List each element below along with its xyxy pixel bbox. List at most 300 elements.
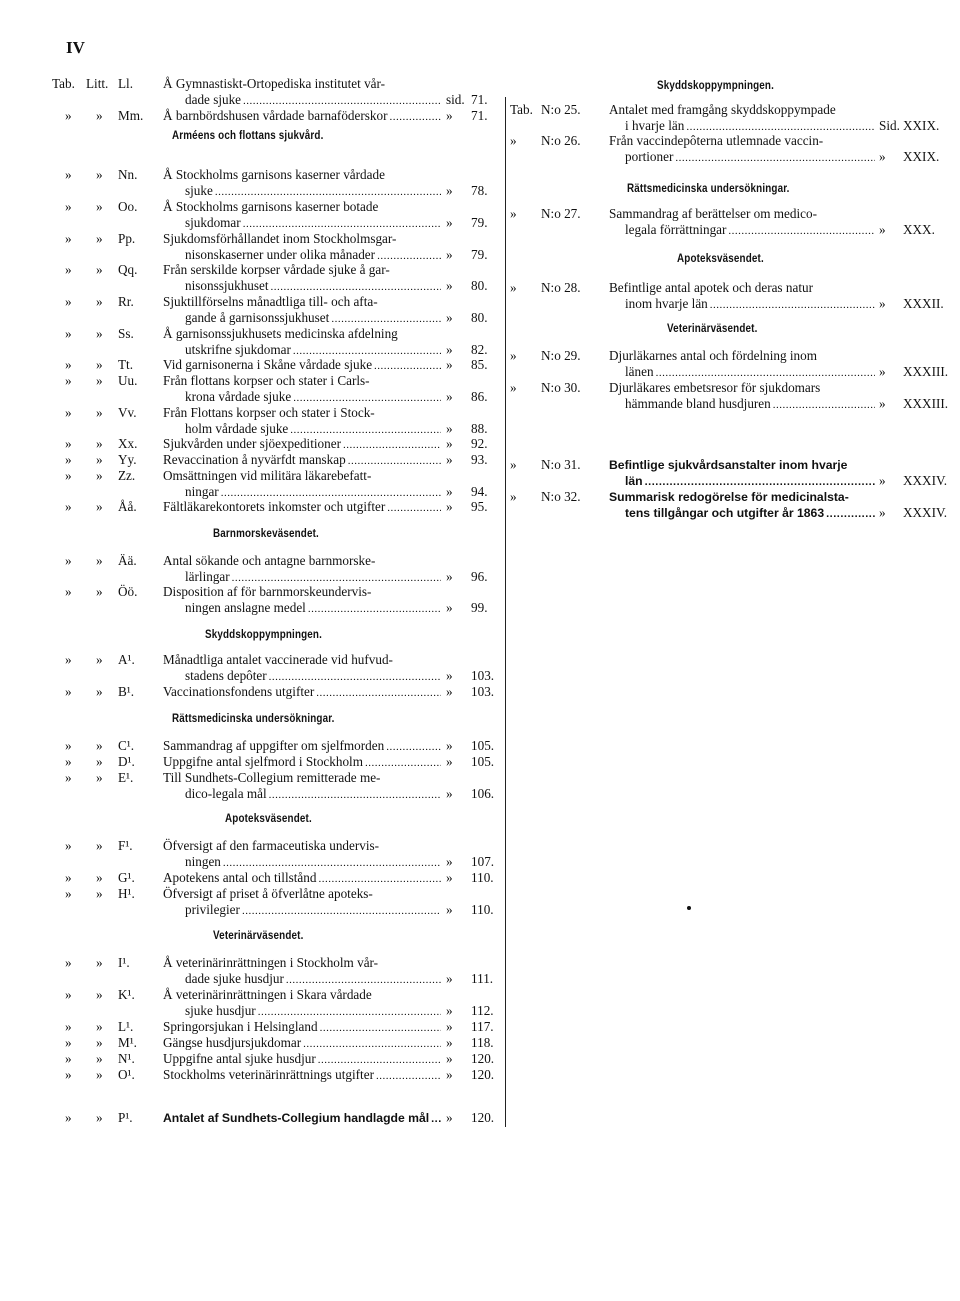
entry-text: nisonssjukhuset — [185, 278, 269, 293]
entry-line — [163, 452, 443, 469]
page-prefix: » — [446, 309, 453, 325]
entry-text: län — [625, 474, 643, 488]
page-prefix: » — [879, 395, 886, 411]
ditto-mark: » — [65, 199, 72, 214]
table-code: N:o 31. — [541, 457, 581, 472]
table-code: N:o 30. — [541, 380, 581, 395]
section-heading: Apoteksväsendet. — [677, 251, 764, 265]
entry-description — [609, 280, 877, 313]
leader-dots — [645, 474, 875, 490]
entry-text: Sammandrag af berättelser om medico- — [609, 206, 817, 221]
entry-description — [163, 373, 443, 406]
page-prefix: » — [446, 341, 453, 357]
ditto-mark: » — [65, 326, 72, 341]
page-prefix: Sid. — [879, 117, 900, 133]
entry-description — [163, 108, 443, 125]
entry-line — [163, 754, 443, 771]
entry-line — [163, 468, 443, 484]
ditto-mark: » — [96, 1035, 103, 1050]
leader-dots — [387, 500, 441, 516]
ditto-mark: » — [96, 1019, 103, 1034]
leader-dots — [258, 1004, 441, 1020]
entry-line — [609, 280, 877, 296]
page-ref: 79. — [471, 246, 488, 262]
page-prefix: » — [446, 684, 453, 699]
ditto-mark: » — [96, 262, 103, 277]
entry-line — [163, 373, 443, 389]
entry-text: Från vaccindepôterna utlemnade vaccin- — [609, 133, 824, 148]
table-code: M¹. — [118, 1035, 137, 1050]
entry-line — [163, 108, 443, 125]
leader-dots — [223, 855, 441, 871]
entry-line — [163, 294, 443, 310]
entry-description — [609, 489, 877, 522]
page-ref: XXXII. — [903, 295, 944, 311]
page-prefix: » — [446, 436, 453, 451]
table-code: Mm. — [118, 108, 144, 123]
ditto-mark: » — [65, 468, 72, 483]
entry-text: i hvarje län — [625, 118, 685, 133]
entry-text: dade sjuke — [185, 92, 242, 107]
entry-text: legala förrättningar — [625, 222, 727, 237]
entry-text: holm vårdade sjuke — [185, 421, 289, 436]
entry-line — [163, 652, 443, 668]
entry-text: inom hvarje län — [625, 296, 708, 311]
ditto-mark: » — [96, 955, 103, 970]
entry-line — [609, 505, 877, 522]
page-ref: 110. — [471, 901, 494, 917]
entry-line — [609, 348, 877, 364]
ditto-mark: » — [65, 1035, 72, 1050]
ditto-mark: » — [96, 886, 103, 901]
entry-line — [163, 231, 443, 247]
entry-description — [163, 684, 443, 701]
entry-line — [163, 405, 443, 421]
entry-line — [163, 1003, 443, 1020]
leader-dots — [320, 1020, 441, 1036]
leader-dots — [348, 453, 441, 469]
page-prefix: » — [446, 1051, 453, 1066]
leader-dots — [343, 437, 441, 453]
entry-description — [163, 987, 443, 1020]
table-code: N:o 29. — [541, 348, 581, 363]
entry-description — [609, 457, 877, 490]
ditto-mark: » — [65, 770, 72, 785]
entry-text: Från serskilde korpser vårdade sjuke å gar- — [163, 262, 390, 277]
page-prefix: » — [446, 870, 453, 885]
leader-dots — [386, 739, 441, 755]
entry-line — [163, 310, 443, 327]
ditto-mark: » — [96, 652, 103, 667]
ditto-mark: » — [96, 231, 103, 246]
entry-description — [163, 754, 443, 771]
entry-description — [163, 1019, 443, 1036]
table-code: Oo. — [118, 199, 138, 214]
ditto-mark: » — [510, 348, 517, 363]
leader-dots — [365, 755, 441, 771]
ditto-mark: » — [65, 294, 72, 309]
leader-dots — [431, 1111, 441, 1127]
page-ref: 103. — [471, 667, 495, 683]
leader-dots — [376, 1068, 441, 1084]
page-prefix: » — [446, 357, 453, 372]
table-code: O¹. — [118, 1067, 135, 1082]
page-prefix: » — [879, 148, 886, 164]
entry-text: Å garnisonssjukhusets medicinska afdelning — [163, 326, 398, 341]
page-ref: XXIX. — [903, 117, 940, 133]
ditto-mark: » — [96, 838, 103, 853]
table-code: Xx. — [118, 436, 138, 451]
page-prefix: » — [446, 853, 453, 869]
entry-line — [163, 262, 443, 278]
ditto-mark: » — [510, 380, 517, 395]
entry-line — [163, 326, 443, 342]
ditto-mark: » — [96, 684, 103, 699]
page-prefix: » — [446, 214, 453, 230]
page-ref: 95. — [471, 499, 488, 514]
entry-description — [163, 652, 443, 685]
table-code: Ss. — [118, 326, 134, 341]
entry-text: Från Flottans korpser och stater i Stock- — [163, 405, 375, 420]
entry-text: stadens depôter — [185, 668, 267, 683]
ditto-mark: » — [96, 1067, 103, 1082]
entry-text: Å veterinärinrättningen i Skara vårdade — [163, 987, 372, 1002]
page-ref: 112. — [471, 1002, 494, 1018]
table-code: B¹. — [118, 684, 135, 699]
ditto-mark: » — [65, 262, 72, 277]
litt-prefix: Litt. — [86, 76, 109, 91]
entry-line — [609, 222, 877, 239]
ditto-mark: » — [65, 1051, 72, 1066]
ditto-mark: » — [65, 357, 72, 372]
ditto-mark: » — [510, 457, 517, 472]
entry-description — [163, 262, 443, 295]
entry-text: Revaccination å nyvärfdt manskap — [163, 452, 346, 467]
page-prefix: » — [879, 504, 886, 520]
ditto-mark: » — [65, 870, 72, 885]
entry-text: Antal sökande och antagne barnmorske- — [163, 553, 376, 568]
ditto-mark: » — [96, 436, 103, 451]
table-code: N:o 26. — [541, 133, 581, 148]
entry-text: Fältläkarekontorets inkomster och utgifter — [163, 499, 386, 514]
leader-dots — [242, 903, 441, 919]
section-heading: Barnmorskeväsendet. — [213, 526, 319, 540]
entry-line — [163, 553, 443, 569]
entry-description — [163, 499, 443, 516]
entry-text: Vid garnisonerna i Skåne vårdade sjuke — [163, 357, 373, 372]
entry-description — [163, 886, 443, 919]
entry-text: dade sjuke husdjur — [185, 971, 284, 986]
entry-description — [163, 199, 443, 232]
leader-dots — [316, 685, 441, 701]
page-ref: 120. — [471, 1110, 495, 1125]
entry-description — [163, 357, 443, 374]
entry-text: Befintlige sjukvårdsanstalter inom hvarje — [609, 458, 848, 472]
leader-dots — [286, 972, 441, 988]
page-prefix: » — [446, 901, 453, 917]
entry-line — [163, 167, 443, 183]
ditto-mark: » — [65, 738, 72, 753]
page-prefix: » — [446, 1067, 453, 1082]
entry-line — [163, 1051, 443, 1068]
entry-line — [163, 199, 443, 215]
ditto-mark: » — [96, 553, 103, 568]
table-code: D¹. — [118, 754, 135, 769]
leader-dots — [773, 397, 875, 413]
entry-description — [163, 76, 443, 109]
ditto-mark: » — [65, 652, 72, 667]
leader-dots — [331, 311, 441, 327]
entry-text: Omsättningen vid militära läkarebefatt- — [163, 468, 372, 483]
ditto-mark: » — [96, 373, 103, 388]
table-code: N:o 27. — [541, 206, 581, 221]
entry-line — [609, 364, 877, 381]
table-code: Rr. — [118, 294, 134, 309]
entry-line — [163, 600, 443, 617]
page-ref: 110. — [471, 870, 494, 885]
ditto-mark: » — [65, 1110, 72, 1125]
entry-text: ningen anslagne medel — [185, 600, 306, 615]
ditto-mark: » — [96, 1110, 103, 1125]
entry-line — [163, 854, 443, 871]
entry-line — [609, 102, 877, 118]
ditto-mark: » — [96, 870, 103, 885]
entry-text: Öfversigt af priset å öfverlåtne apoteks- — [163, 886, 373, 901]
page-prefix: » — [446, 970, 453, 986]
section-heading: Arméens och flottans sjukvård. — [172, 128, 324, 142]
ditto-mark: » — [65, 167, 72, 182]
leader-dots — [243, 93, 441, 109]
leader-dots — [243, 216, 441, 232]
page-ref: 93. — [471, 452, 488, 467]
table-code: Nn. — [118, 167, 138, 182]
entry-description — [163, 167, 443, 200]
leader-dots — [318, 1052, 441, 1068]
page-prefix: » — [446, 420, 453, 436]
entry-line — [163, 1019, 443, 1036]
page-ref: 82. — [471, 341, 488, 357]
entry-line — [609, 149, 877, 166]
entry-line — [609, 206, 877, 222]
ditto-mark: » — [65, 684, 72, 699]
page-ref: 120. — [471, 1051, 495, 1066]
entry-line — [163, 971, 443, 988]
leader-dots — [215, 184, 441, 200]
page-prefix: » — [446, 182, 453, 198]
entry-text: Sammandrag af uppgifter om sjelfmorden — [163, 738, 385, 753]
entry-line — [163, 955, 443, 971]
leader-dots — [656, 365, 875, 381]
entry-text: sjukdomar — [185, 215, 241, 230]
page-ref: 79. — [471, 214, 488, 230]
entry-text: Summarisk redogörelse för medicinalsta- — [609, 490, 849, 504]
entry-line — [163, 770, 443, 786]
ditto-mark: » — [65, 838, 72, 853]
table-prefix: Tab. — [510, 102, 533, 117]
page-ref: 96. — [471, 568, 488, 584]
leader-dots — [308, 601, 441, 617]
ditto-mark: » — [96, 468, 103, 483]
entry-description — [609, 102, 877, 135]
entry-text: Apotekens antal och tillstånd — [163, 870, 317, 885]
entry-text: tens tillgångar och utgifter år 1863 — [625, 506, 825, 520]
entry-line — [163, 76, 443, 92]
entry-description — [163, 326, 443, 359]
page-ref: XXXIII. — [903, 395, 949, 411]
page-prefix: » — [446, 1035, 453, 1050]
table-code: N:o 28. — [541, 280, 581, 295]
entry-description — [163, 584, 443, 617]
entry-line — [163, 786, 443, 803]
page-ref: 80. — [471, 277, 488, 293]
table-prefix: Tab. — [52, 76, 75, 91]
page-ref: 92. — [471, 436, 488, 451]
table-code: Öö. — [118, 584, 138, 599]
page-ref: 80. — [471, 309, 488, 325]
entry-text: Vaccinationsfondens utgifter — [163, 684, 315, 699]
entry-line — [609, 133, 877, 149]
table-code: Vv. — [118, 405, 137, 420]
ditto-mark: » — [96, 738, 103, 753]
entry-text: länen — [625, 364, 654, 379]
page-number: IV — [66, 38, 85, 57]
leader-dots — [728, 223, 875, 239]
section-heading: Rättsmedicinska undersökningar. — [627, 181, 790, 195]
entry-text: utskrifne sjukdomar — [185, 342, 291, 357]
leader-dots — [303, 1036, 441, 1052]
entry-description — [163, 738, 443, 755]
ditto-mark: » — [96, 199, 103, 214]
entry-description — [163, 436, 443, 453]
entry-description — [163, 294, 443, 327]
page-prefix: » — [446, 568, 453, 584]
entry-text: Springorsjukan i Helsingland — [163, 1019, 318, 1034]
entry-line — [609, 396, 877, 413]
ditto-mark: » — [65, 108, 72, 123]
ditto-mark: » — [96, 584, 103, 599]
leader-dots — [269, 669, 441, 685]
entry-text: Å Stockholms garnisons kaserner botade — [163, 199, 379, 214]
page-ref: 94. — [471, 483, 488, 499]
entry-line — [163, 278, 443, 295]
ditto-mark: » — [96, 326, 103, 341]
entry-text: Å Gymnastiskt-Ortopediska institutet vår- — [163, 76, 386, 91]
table-code: Zz. — [118, 468, 136, 483]
ditto-mark: » — [96, 1051, 103, 1066]
table-code: N¹. — [118, 1051, 135, 1066]
entry-text: lärlingar — [185, 569, 230, 584]
ditto-mark: » — [96, 452, 103, 467]
section-heading: Skyddskoppympningen. — [657, 78, 775, 92]
ditto-mark: » — [96, 167, 103, 182]
entry-line — [163, 584, 443, 600]
table-code: Åå. — [118, 499, 137, 514]
entry-text: Till Sundhets-Collegium remitterade me- — [163, 770, 381, 785]
ditto-mark: » — [510, 489, 517, 504]
ditto-mark: » — [96, 294, 103, 309]
page-ref: XXXIV. — [903, 472, 948, 488]
page-ref: 71. — [471, 91, 488, 107]
page-prefix: » — [446, 108, 453, 123]
entry-line — [163, 215, 443, 232]
entry-line — [163, 1035, 443, 1052]
entry-text: Öfversigt af den farmaceutiska undervis- — [163, 838, 380, 853]
page-prefix: » — [446, 483, 453, 499]
table-code: Yy. — [118, 452, 137, 467]
ditto-mark: » — [65, 987, 72, 1002]
entry-line — [609, 380, 877, 396]
entry-text: dico-legala mål — [185, 786, 267, 801]
page-ref: 107. — [471, 853, 495, 869]
leader-dots — [710, 297, 875, 313]
entry-text: Djurläkarnes antal och fördelning inom — [609, 348, 818, 363]
page-prefix: » — [446, 599, 453, 615]
section-heading: Rättsmedicinska undersökningar. — [172, 711, 335, 725]
leader-dots — [271, 279, 441, 295]
table-code: Qq. — [118, 262, 138, 277]
table-code: N:o 32. — [541, 489, 581, 504]
entry-description — [163, 1067, 443, 1084]
entry-text: Stockholms veterinärinrättnings utgifter — [163, 1067, 374, 1082]
page-prefix: » — [446, 499, 453, 514]
entry-line — [163, 389, 443, 406]
page-prefix: » — [446, 754, 453, 769]
ditto-mark: » — [65, 499, 72, 514]
entry-text: Antalet af Sundhets-Collegium handlagde mål — [163, 1111, 430, 1125]
page-prefix: » — [879, 295, 886, 311]
leader-dots — [318, 871, 441, 887]
table-code: Ää. — [118, 553, 137, 568]
entry-text: Djurläkares embetsresor för sjukdomars — [609, 380, 821, 395]
entry-description — [609, 380, 877, 413]
page-prefix: sid. — [446, 91, 465, 107]
entry-text: Å veterinärinrättningen i Stockholm vår- — [163, 955, 379, 970]
entry-text: Uppgifne antal sjuke husdjur — [163, 1051, 316, 1066]
page-prefix: » — [446, 388, 453, 404]
entry-line — [163, 886, 443, 902]
entry-description — [163, 955, 443, 988]
entry-text: Å Stockholms garnisons kaserner vårdade — [163, 167, 385, 182]
entry-line — [163, 1067, 443, 1084]
entry-line — [163, 436, 443, 453]
leader-dots — [389, 109, 441, 125]
ditto-mark: » — [96, 987, 103, 1002]
entry-line — [163, 738, 443, 755]
table-code: K¹. — [118, 987, 135, 1002]
entry-description — [163, 452, 443, 469]
table-code: E¹. — [118, 770, 134, 785]
ditto-mark: » — [96, 405, 103, 420]
page-prefix: » — [446, 1002, 453, 1018]
ditto-mark: » — [65, 452, 72, 467]
section-heading: Skyddskoppympningen. — [205, 627, 323, 641]
entry-line — [609, 489, 877, 505]
entry-text: ningar — [185, 484, 219, 499]
page-prefix: » — [446, 1110, 453, 1125]
table-code: A¹. — [118, 652, 135, 667]
table-code: Ll. — [118, 76, 134, 91]
page-prefix: » — [446, 452, 453, 467]
section-heading: Veterinärväsendet. — [213, 928, 304, 942]
entry-description — [163, 838, 443, 871]
entry-text: krona vårdade sjuke — [185, 389, 292, 404]
ditto-mark: » — [65, 754, 72, 769]
entry-line — [609, 473, 877, 490]
entry-description — [609, 206, 877, 239]
ditto-mark: » — [65, 886, 72, 901]
entry-text: Månadtliga antalet vaccinerade vid hufvud- — [163, 652, 393, 667]
entry-description — [609, 133, 877, 166]
